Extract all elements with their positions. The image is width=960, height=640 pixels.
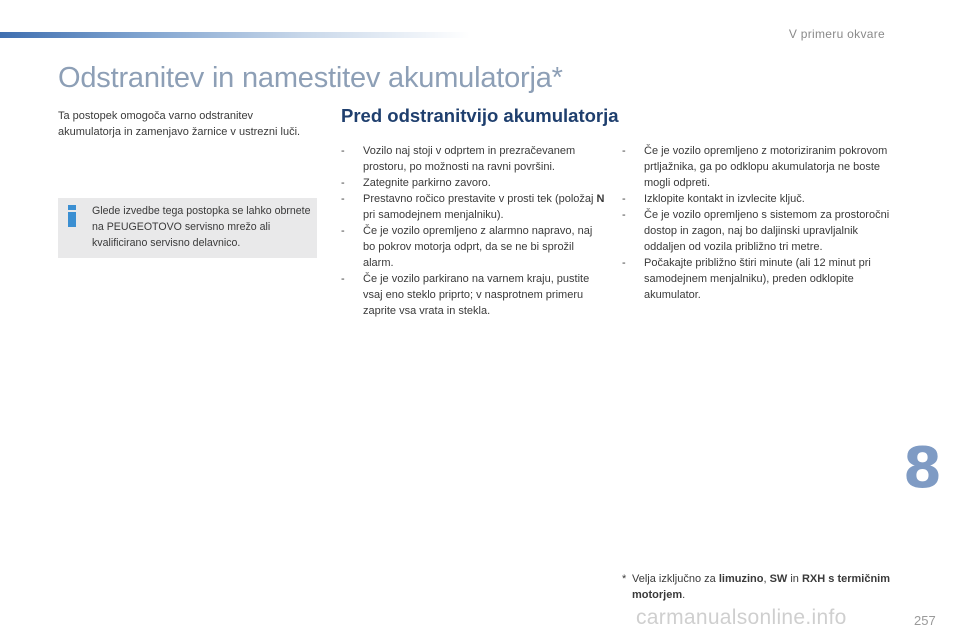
chapter-number: 8 <box>903 436 942 501</box>
header-accent-bar <box>0 32 470 38</box>
list-item: - Vozilo naj stoji v odprtem in prezračevanem prostoru, po možnosti na ravni površini. <box>341 145 576 173</box>
footnote: * Velja izključno za limuzino, SW in RXH s termičnim motorjem. <box>622 573 891 601</box>
list-item: - Počakajte približno štiri minute (ali 12 minut pri samodejnem menjalniku), preden odklopite akumulator. <box>622 257 871 301</box>
list-item: - Prestavno ročico prestavite v prosti tek (položaj N pri samodejnem menjalniku). <box>341 193 605 221</box>
list-item: - Če je vozilo opremljeno s sistemom za prostoročni dostop in zagon, naj bo daljinski upravljalnik oddaljen od vozila približno tri metre. <box>622 209 890 253</box>
list-item: - Če je vozilo opremljeno z alarmno napravo, naj bo pokrov motorja odprt, da se ne bi sprožil alarm. <box>341 225 593 269</box>
page-number: 257 <box>914 613 936 628</box>
watermark: carmanualsonline.info <box>636 606 847 629</box>
info-icon <box>68 205 76 224</box>
intro-paragraph: Ta postopek omogoča varno odstranitev akumulatorja in zamenjavo žarnice v ustrezni luči. <box>58 110 301 138</box>
steps-list-left <box>341 143 606 319</box>
info-box <box>58 198 317 258</box>
steps-list-right <box>622 143 892 303</box>
page-title: Odstranitev in namestitev akumulatorja* <box>58 62 563 94</box>
list-item: - Če je vozilo parkirano na varnem kraju, pustite vsaj eno steklo priprto; v nasprotnem primeru zaprite vsa vrata in stekla. <box>341 273 590 317</box>
section-title: V primeru okvare <box>788 27 885 41</box>
list-item: - Če je vozilo opremljeno z motoriziranim pokrovom prtljažnika, ga po odklopu akumulatorja ne boste mogli odpreti. <box>622 145 888 189</box>
list-item: - Izklopite kontakt in izvlecite ključ. <box>622 193 805 205</box>
list-item: - Zategnite parkirno zavoro. <box>341 177 491 189</box>
info-box-text: Glede izvedbe tega postopka se lahko obrnete na PEUGEOTOVO servisno mrežo ali kvalificirano servisno delavnico. <box>92 205 311 249</box>
section-heading: Pred odstranitvijo akumulatorja <box>341 105 619 126</box>
